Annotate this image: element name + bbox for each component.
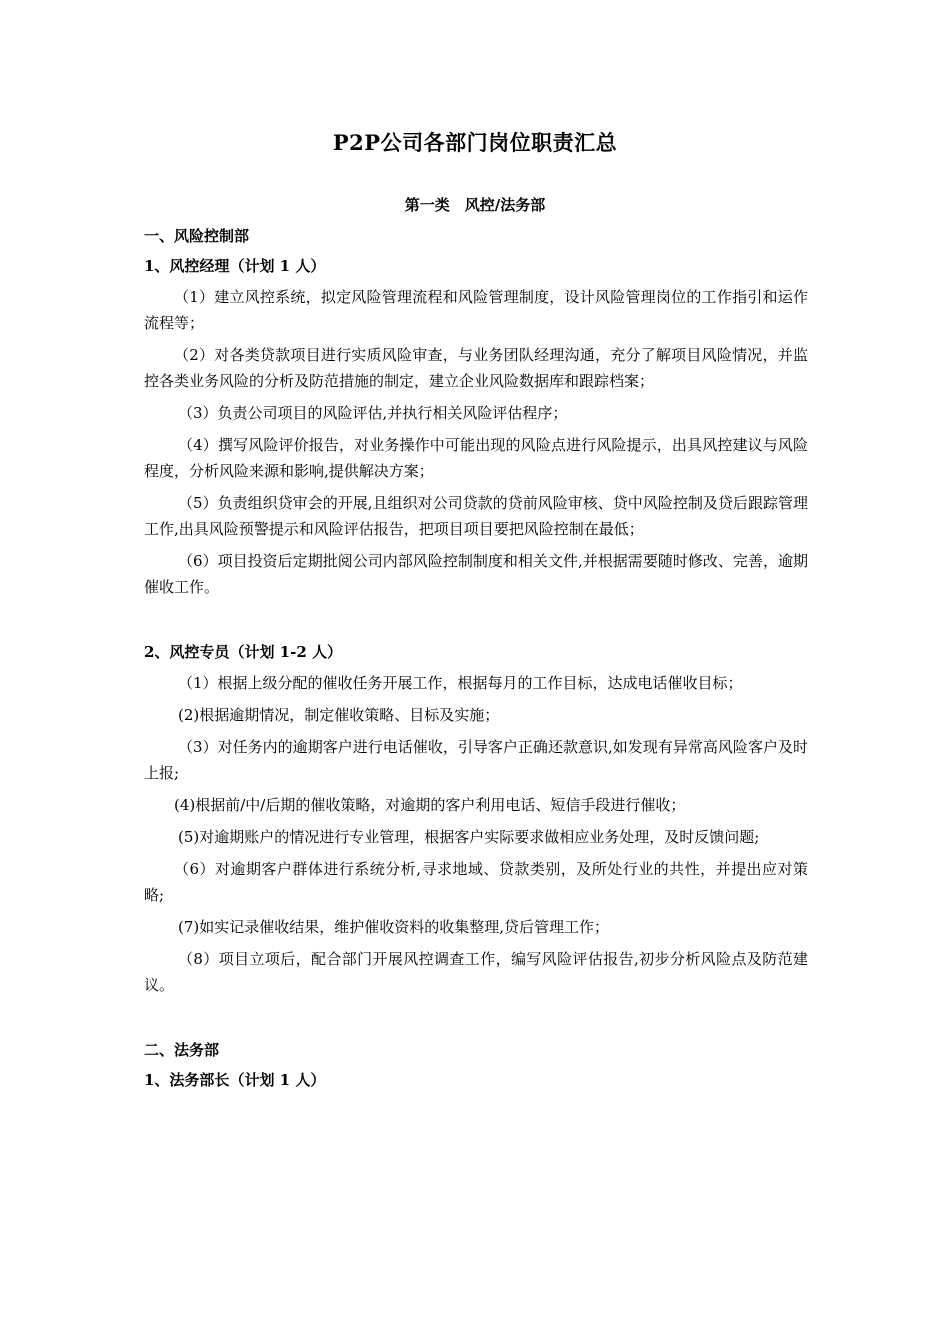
duty-item: (7)如实记录催收结果，维护催收资料的收集整理,贷后管理工作； (178, 918, 610, 936)
duty-item: （1）根据上级分配的催收任务开展工作，根据每月的工作目标，达成电话催收目标； (178, 674, 743, 692)
role-heading-legal-head: 1、法务部长（计划 1 人） (144, 1071, 326, 1089)
duty-item: （8）项目立项后，配合部门开展风控调查工作，编写风险评估报告,初步分析风险点及防范建议。 (144, 950, 808, 994)
duty-item: （2）对各类贷款项目进行实质风险审查，与业务团队经理沟通，充分了解项目风险情况，并监控各类业务风险的分析及防范措施的制定，建立企业风险数据库和跟踪档案； (144, 346, 808, 390)
duty-item: (5)对逾期账户的情况进行专业管理，根据客户实际要求做相应业务处理，及时反馈问题; (178, 828, 760, 846)
document-title: P2P公司各部门岗位职责汇总 (332, 130, 618, 155)
role-heading-risk-specialist: 2、风控专员（计划 1-2 人） (144, 643, 342, 661)
category-title: 第一类 风控/法务部 (404, 196, 546, 214)
duty-item: （4）撰写风险评价报告，对业务操作中可能出现的风险点进行风险提示，出具风控建议与风险程度，分析风险来源和影响,提供解决方案； (144, 436, 808, 480)
duty-item: (2)根据逾期情况，制定催收策略、目标及实施； (178, 706, 500, 724)
duty-item: （5）负责组织贷审会的开展,且组织对公司贷款的贷前风险审核、贷中风险控制及贷后跟踪管理工作,出具风险预警提示和风险评估报告，把项目项目要把风险控制在最低； (144, 494, 808, 538)
section-heading-legal: 二、法务部 (144, 1041, 220, 1059)
section-heading-risk-control: 一、风险控制部 (144, 227, 250, 245)
document-body (144, 224, 808, 1098)
spacer (144, 1004, 808, 1038)
spacer (144, 606, 808, 640)
role-heading-risk-manager: 1、风控经理（计划 1 人） (144, 257, 326, 275)
duty-item: （6）项目投资后定期批阅公司内部风险控制制度和相关文件,并根据需要随时修改、完善，逾期催收工作。 (144, 552, 808, 596)
duty-item: （6）对逾期客户群体进行系统分析,寻求地域、贷款类别，及所处行业的共性，并提出应对策略; (144, 860, 808, 904)
duty-item: (4)根据前/中/后期的催收策略，对逾期的客户利用电话、短信手段进行催收； (174, 796, 686, 814)
duty-item: （3）负责公司项目的风险评估,并执行相关风险评估程序； (178, 404, 568, 422)
duty-item: （1）建立风控系统，拟定风险管理流程和风险管理制度，设计风险管理岗位的工作指引和运作流程等； (144, 288, 808, 332)
duty-item: （3）对任务内的逾期客户进行电话催收，引导客户正确还款意识,如发现有异常高风险客户及时上报; (144, 738, 808, 782)
